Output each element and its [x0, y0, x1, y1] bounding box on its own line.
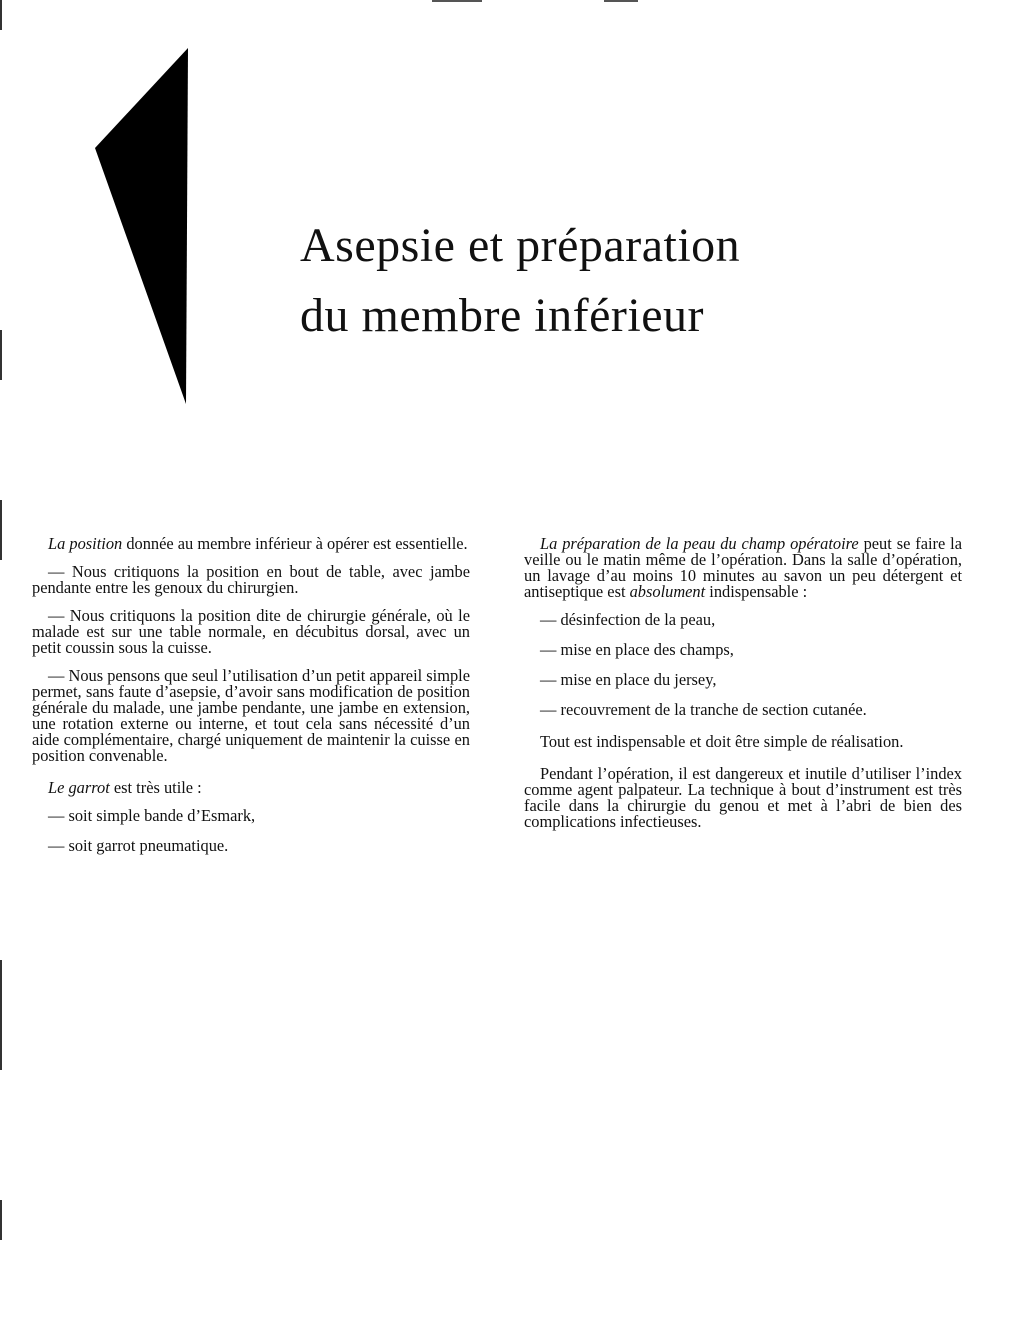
- paragraph-text: peut se faire la veille ou le matin même de l’opération. Dans la salle d’opération, un lavage d’au moins 10 minutes au savon un peu détergent et antiseptique est: [524, 534, 962, 601]
- list-item: — soit simple bande d’Esmark,: [48, 806, 256, 825]
- list-item: — mise en place des champs,: [540, 640, 734, 659]
- paragraph: — Nous pensons que seul l’utilisation d’un petit appareil simple permet, sans faute d’asepsie, d’avoir sans modification de position générale du malade, une jambe pendante, une jambe en extension, une rotation externe ou interne, et tout cela sans nécessité d’un aide complémentaire, chargé uniquement de maintenir la cuisse en position convenable.: [32, 666, 470, 765]
- scan-top-mark: [432, 0, 482, 2]
- list-item: — recouvrement de la tranche de section cutanée.: [540, 700, 867, 719]
- emphasis-term: La position: [48, 534, 123, 553]
- paragraph: Pendant l’opération, il est dangereux et inutile d’utiliser l’index comme agent palpateur. La technique à bout d’instrument est très facile dans la chirurgie du genou et met à l’abri de bien des complications infectieuses.: [524, 764, 962, 831]
- paragraph-garrot: [32, 780, 470, 796]
- paragraph-text: donnée au membre inférieur à opérer est essentielle.: [122, 534, 468, 553]
- list-item: — désinfection de la peau,: [540, 610, 716, 629]
- paragraph-position: [32, 536, 470, 552]
- right-column: [524, 536, 962, 830]
- left-column: [32, 536, 470, 854]
- page-title-line-2: du membre inférieur: [300, 289, 704, 342]
- paragraph-preparation: [524, 536, 962, 600]
- paragraph-text: est très utile :: [109, 778, 202, 797]
- decorative-triangle: [0, 0, 200, 420]
- page-title-line-1: Asepsie et préparation: [300, 219, 741, 272]
- scan-edge-line: [0, 1200, 2, 1240]
- scan-edge-line: [0, 960, 2, 1070]
- list-item: — soit garrot pneumatique.: [48, 836, 229, 855]
- paragraph: Tout est indispensable et doit être simple de réalisation.: [540, 732, 904, 751]
- list-item: — mise en place du jersey,: [540, 670, 717, 689]
- emphasis-term: Le garrot: [48, 778, 110, 797]
- scan-top-mark: [604, 0, 638, 2]
- emphasis-term: La préparation de la peau du champ opératoire: [540, 534, 859, 553]
- emphasis-term: absolument: [629, 582, 706, 601]
- scan-edge-line: [0, 500, 2, 560]
- paragraph-text: indispensable :: [705, 582, 808, 601]
- paragraph: — Nous critiquons la position en bout de table, avec jambe pendante entre les genoux du chirurgien.: [32, 562, 470, 597]
- paragraph: — Nous critiquons la position dite de chirurgie générale, où le malade est sur une table normale, en décubitus dorsal, avec un petit coussin sous la cuisse.: [32, 606, 470, 657]
